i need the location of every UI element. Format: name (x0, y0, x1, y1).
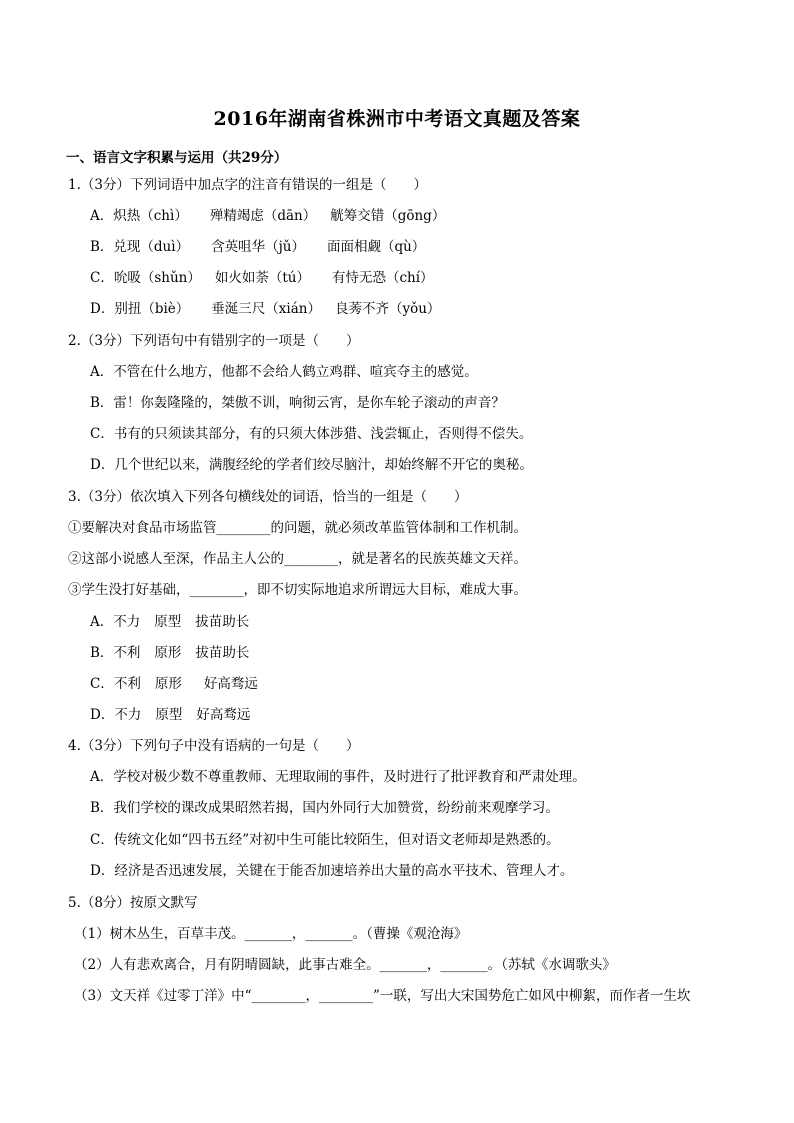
option-b-word-2: 含英咀华（jǔ） (211, 239, 305, 255)
question-2-option-d: D．几个世纪以来，满腹经纶的学者们绞尽脑汁，却始终解不开它的奥秘。 (90, 457, 533, 473)
question-4-stem: 4.（3分）下列句子中没有语病的一句是（ ） (68, 738, 360, 754)
option-d-word-2: 垂涎三尺（xián） (211, 301, 321, 317)
option-a-word-2: 殚精竭虑（dān） (209, 208, 317, 224)
option-b-word-1: B．不利 (90, 645, 141, 661)
question-2-option-c: C．书有的只须读其部分，有的只须大体涉猎、浅尝辄止，否则得不偿失。 (90, 426, 533, 442)
question-1-option-b (90, 238, 425, 256)
question-3-sentence-2: ②这部小说感人至深，作品主人公的________，就是著名的民族英雄文天祥。 (68, 551, 527, 567)
question-1-option-d (90, 300, 440, 318)
question-4-option-c: C．传统文化如“四书五经”对初中生可能比较陌生，但对语文老师却是熟悉的。 (90, 832, 560, 848)
question-5-item-1: （1）树木丛生，百草丰茂。_______，_______。（曹操《观沧海》 (74, 926, 468, 942)
option-d-word-3: 好高骛远 (196, 707, 251, 723)
option-d-word-1: D．不力 (90, 707, 142, 723)
option-c-word-2: 原形 (154, 676, 182, 692)
question-1-option-a (90, 207, 445, 225)
question-2-option-a: A．不管在什么地方，他都不会给人鹤立鸡群、喧宾夺主的感觉。 (90, 364, 478, 380)
option-c-word-2: 如火如荼（tú） (214, 270, 310, 286)
option-d-word-3: 良莠不齐（yǒu） (334, 301, 441, 317)
option-a-word-1: A．炽热（chì） (90, 208, 188, 224)
question-2-option-b: B．雷！你轰隆隆的，桀傲不训，响彻云宵，是你车轮子滚动的声音？ (90, 395, 505, 411)
question-1-option-c (90, 269, 434, 287)
document-title: 2016年湖南省株洲市中考语文真题及答案 (213, 108, 581, 130)
question-4-option-d: D．经济是否迅速发展，关键在于能否加速培养出大量的高水平技术、管理人才。 (90, 863, 574, 879)
question-4-option-a: A．学校对极少数不尊重教师、无理取闹的事件，及时进行了批评教育和严肃处理。 (90, 769, 586, 785)
question-3-option-c (90, 675, 258, 693)
question-3-sentence-1: ①要解决对食品市场监管________的问题，就必须改革监管体制和工作机制。 (68, 520, 527, 536)
option-d-word-2: 原型 (155, 707, 183, 723)
section-heading-1: 一、语言文字积累与运用（共29分） (66, 150, 288, 166)
option-b-word-2: 原形 (154, 645, 182, 661)
option-b-word-3: 面面相觑（qù） (326, 239, 426, 255)
question-4-option-b: B．我们学校的课改成果昭然若揭，国内外同行大加赞赏，纷纷前来观摩学习。 (90, 800, 559, 816)
option-d-word-1: D．别扭（biè） (90, 301, 190, 317)
question-3-stem: 3.（3分）依次填入下列各句横线处的词语，恰当的一组是（ ） (68, 489, 468, 505)
question-5-item-3: （3）文天祥《过零丁洋》中“________，________”一联，写出大宋国势危亡如风中柳絮，而作者一生坎 (74, 988, 691, 1004)
question-3-option-a (90, 613, 249, 631)
option-a-word-1: A．不力 (90, 614, 141, 630)
option-a-word-2: 原型 (154, 614, 182, 630)
question-2-stem: 2.（3分）下列语句中有错别字的一项是（ ） (68, 333, 360, 349)
question-5-item-2: （2）人有悲欢离合，月有阴晴圆缺，此事古难全。_______，_______。（苏轼《水调歌头》 (74, 957, 616, 973)
question-3-option-d (90, 706, 250, 724)
question-1-stem: 1.（3分）下列词语中加点字的注音有错误的一组是（ ） (68, 177, 427, 193)
question-3-option-b (90, 644, 249, 662)
option-a-word-3: 拔苗助长 (195, 614, 250, 630)
question-3-sentence-3: ③学生没打好基础，________，即不切实际地追求所谓远大目标，难成大事。 (68, 582, 527, 598)
option-c-word-1: C．不利 (90, 676, 141, 692)
option-c-word-3: 好高骛远 (203, 676, 258, 692)
option-a-word-3: 觥筹交错（gōng） (330, 208, 446, 224)
option-b-word-1: B．兑现（duì） (90, 239, 190, 255)
option-c-word-1: C．吮吸（shǔn） (90, 270, 201, 286)
option-b-word-3: 拔苗助长 (195, 645, 250, 661)
question-5-stem: 5.（8分）按原文默写 (68, 895, 198, 911)
option-c-word-3: 有恃无恐（chí） (331, 270, 434, 286)
